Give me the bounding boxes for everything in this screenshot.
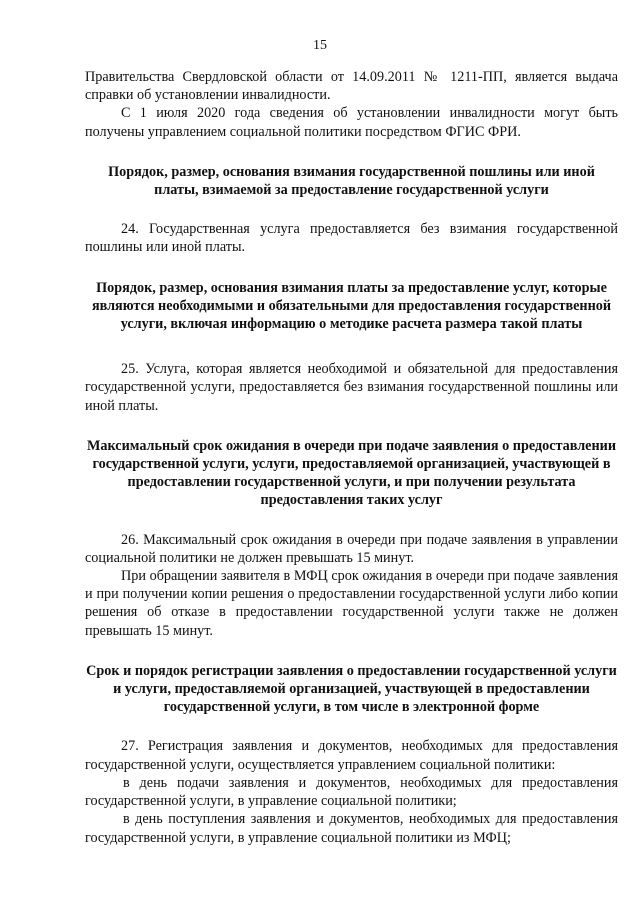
paragraph-24: 24. Государственная услуга предоставляется без взимания государственной пошлины или иной платы. <box>85 221 618 256</box>
paragraph-26-mfc: При обращении заявителя в МФЦ срок ожидания в очереди при подаче заявления и при получении копии решения о предоставлении государственной услуги либо копии решения об отказе в предоставлении государственной услуги также не должен превышать 15 минут. <box>85 568 618 639</box>
heading-fee-necessary-services: Порядок, размер, основания взимания платы за предоставление услуг, которые являются необходимыми и обязательными для предоставления государственной услуги, включая информацию о методике расчета размера такой платы <box>91 279 612 333</box>
paragraph-26: 26. Максимальный срок ожидания в очереди при подаче заявления в управлении социальной политики не должен превышать 15 минут. <box>85 531 618 566</box>
page-number: 15 <box>313 38 327 53</box>
paragraph-25: 25. Услуга, которая является необходимой и обязательной для предоставления государственной услуги, предоставляется без взимания государственной пошлины или иной платы. <box>85 361 618 414</box>
list-item-day-of-receipt-from-mfc: в день поступления заявления и документов, необходимых для предоставления государственной услуги, в управление социальной политики из МФЦ; <box>85 811 618 846</box>
paragraph-fgis-fri: С 1 июля 2020 года сведения об установлении инвалидности могут быть получены управлением социальной политики посредством ФГИС ФРИ. <box>85 105 618 140</box>
paragraph-continuation: Правительства Свердловской области от 14.09.2011 № 1211-ПП, является выдача справки об установлении инвалидности. <box>85 69 618 104</box>
heading-max-waiting-time: Максимальный срок ожидания в очереди при подаче заявления о предоставлении государственной услуги, услуги, предоставляемой организацией, участвующей в предоставлении государственной услуги, и при получении результата предоставления таких услуг <box>86 437 616 509</box>
paragraph-27: 27. Регистрация заявления и документов, необходимых для предоставления государственной услуги, осуществляется управлением социальной политики: <box>85 738 618 773</box>
heading-registration-term: Срок и порядок регистрации заявления о предоставлении государственной услуги и услуги, предоставляемой организацией, участвующей в предоставлении государственной услуги, в том числе в электронной форме <box>86 662 617 716</box>
list-item-day-of-submission: в день подачи заявления и документов, необходимых для предоставления государственной услуги, в управление социальной политики; <box>85 774 618 810</box>
document-body <box>85 68 618 847</box>
heading-state-fee: Порядок, размер, основания взимания государственной пошлины или иной платы, взимаемой за предоставление государственной услуги <box>108 163 595 199</box>
